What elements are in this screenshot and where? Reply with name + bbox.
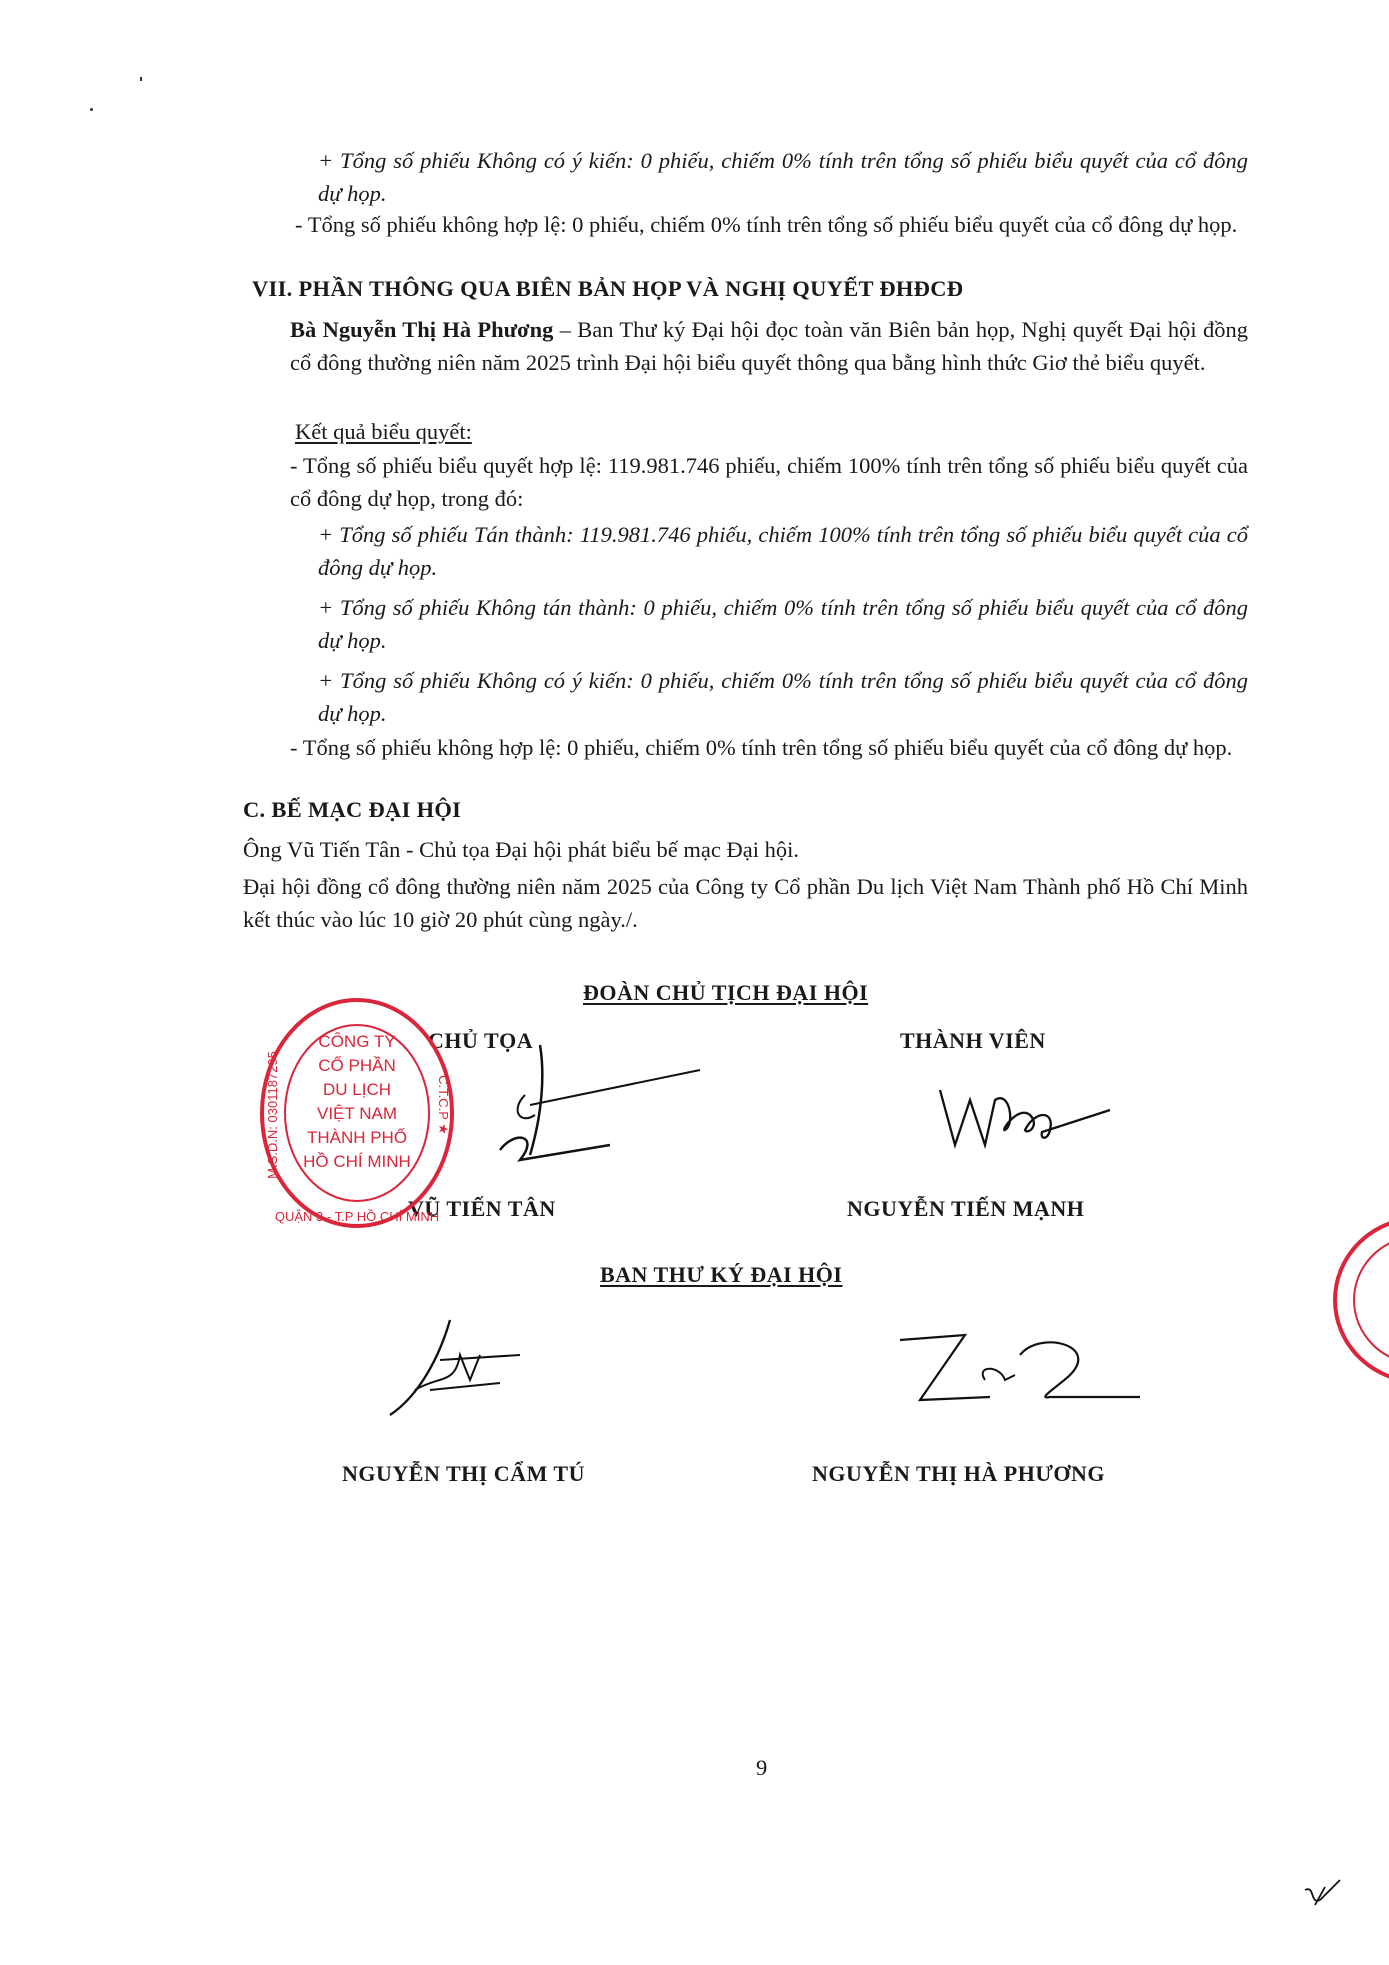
company-seal bbox=[255, 995, 460, 1240]
closing-line-2: Đại hội đồng cổ đông thường niên năm 2025 của Công ty Cổ phần Du lịch Việt Nam Thành phố Hồ Chí Minh kết thúc vào lúc 10 giờ 20 phút cùng ngày./. bbox=[243, 874, 1248, 932]
secretary-2-name: NGUYỄN THỊ HÀ PHƯƠNG bbox=[812, 1461, 1105, 1486]
presidium-title: ĐOÀN CHỦ TỊCH ĐẠI HỘI bbox=[583, 980, 869, 1005]
results-label: Kết quả biểu quyết: bbox=[295, 419, 472, 444]
svg-text:VIỆT NAM: VIỆT NAM bbox=[317, 1104, 397, 1123]
secretariat-title: BAN THƯ KÝ ĐẠI HỘI bbox=[600, 1262, 843, 1287]
no-opinion-votes-item: + Tổng số phiếu Không có ý kiến: 0 phiếu, chiếm 0% tính trên tổng số phiếu biểu quyết của cổ đông dự họp. bbox=[318, 668, 1248, 726]
secretary-2-signature bbox=[890, 1325, 1150, 1415]
chair-name: VŨ TIẾN TÂN bbox=[408, 1196, 556, 1221]
chair-signature bbox=[470, 1035, 710, 1175]
valid-votes-item: - Tổng số phiếu biểu quyết hợp lệ: 119.981.746 phiếu, chiếm 100% tính trên tổng số phiếu biểu quyết của cổ đông dự họp, trong đó: bbox=[290, 453, 1248, 511]
intro-text: – Ban Thư ký Đại hội đọc toàn văn Biên bản họp, Nghị quyết Đại hội đồng cổ đông thường niên năm 2025 trình Đại hội biểu quyết thông qua bằng hình thức Giơ thẻ biểu quyết. bbox=[290, 317, 1248, 375]
svg-text:HỒ CHÍ MINH: HỒ CHÍ MINH bbox=[303, 1152, 411, 1171]
speaker-name: Bà Nguyễn Thị Hà Phương bbox=[290, 317, 554, 342]
svg-text:QUẬN 3 - T.P HỒ CHÍ MINH: QUẬN 3 - T.P HỒ CHÍ MINH bbox=[274, 1209, 440, 1224]
svg-text:CÔNG TY: CÔNG TY bbox=[318, 1032, 396, 1051]
page-number: 9 bbox=[756, 1755, 768, 1780]
svg-text:M.S.D.N: 0301187295: M.S.D.N: 0301187295 bbox=[265, 1051, 280, 1179]
no-opinion-item-top: + Tổng số phiếu Không có ý kiến: 0 phiếu, chiếm 0% tính trên tổng số phiếu biểu quyết của cổ đông dự họp. bbox=[318, 148, 1248, 206]
member-role: THÀNH VIÊN bbox=[900, 1028, 1046, 1053]
svg-text:CỔ PHẦN: CỔ PHẦN bbox=[318, 1056, 396, 1075]
svg-text:C.T.C.P ★: C.T.C.P ★ bbox=[436, 1075, 451, 1135]
invalid-votes-item: - Tổng số phiếu không hợp lệ: 0 phiếu, chiếm 0% tính trên tổng số phiếu biểu quyết của cổ đông dự họp. bbox=[290, 735, 1233, 760]
member-signature bbox=[930, 1070, 1120, 1170]
section-vii-intro bbox=[290, 313, 1248, 379]
section-heading-c: C. BẾ MẠC ĐẠI HỘI bbox=[243, 797, 462, 822]
scan-dot bbox=[140, 77, 142, 81]
svg-text:DU LỊCH: DU LỊCH bbox=[322, 1080, 392, 1099]
closing-line-1: Ông Vũ Tiến Tân - Chủ tọa Đại hội phát biểu bế mạc Đại hội. bbox=[243, 837, 799, 862]
invalid-item-top: - Tổng số phiếu không hợp lệ: 0 phiếu, chiếm 0% tính trên tổng số phiếu biểu quyết của cổ đông dự họp. bbox=[295, 212, 1238, 237]
initial-mark bbox=[1300, 1875, 1345, 1915]
scan-dot bbox=[90, 108, 93, 111]
disagree-votes-item: + Tổng số phiếu Không tán thành: 0 phiếu, chiếm 0% tính trên tổng số phiếu biểu quyết của cổ đông dự họp. bbox=[318, 595, 1248, 653]
member-name: NGUYỄN TIẾN MẠNH bbox=[847, 1196, 1085, 1221]
section-heading-vii: VII. PHẦN THÔNG QUA BIÊN BẢN HỌP VÀ NGHỊ QUYẾT ĐHĐCĐ bbox=[252, 276, 964, 301]
secretary-1-name: NGUYỄN THỊ CẨM TÚ bbox=[342, 1461, 585, 1486]
agree-votes-item: + Tổng số phiếu Tán thành: 119.981.746 phiếu, chiếm 100% tính trên tổng số phiếu biểu quyết của cổ đông dự họp. bbox=[318, 522, 1248, 580]
chair-role: CHỦ TỌA bbox=[428, 1028, 534, 1053]
svg-text:THÀNH PHỐ: THÀNH PHỐ bbox=[306, 1128, 408, 1147]
partial-seal-edge bbox=[1325, 1215, 1389, 1385]
secretary-1-signature bbox=[380, 1315, 530, 1425]
